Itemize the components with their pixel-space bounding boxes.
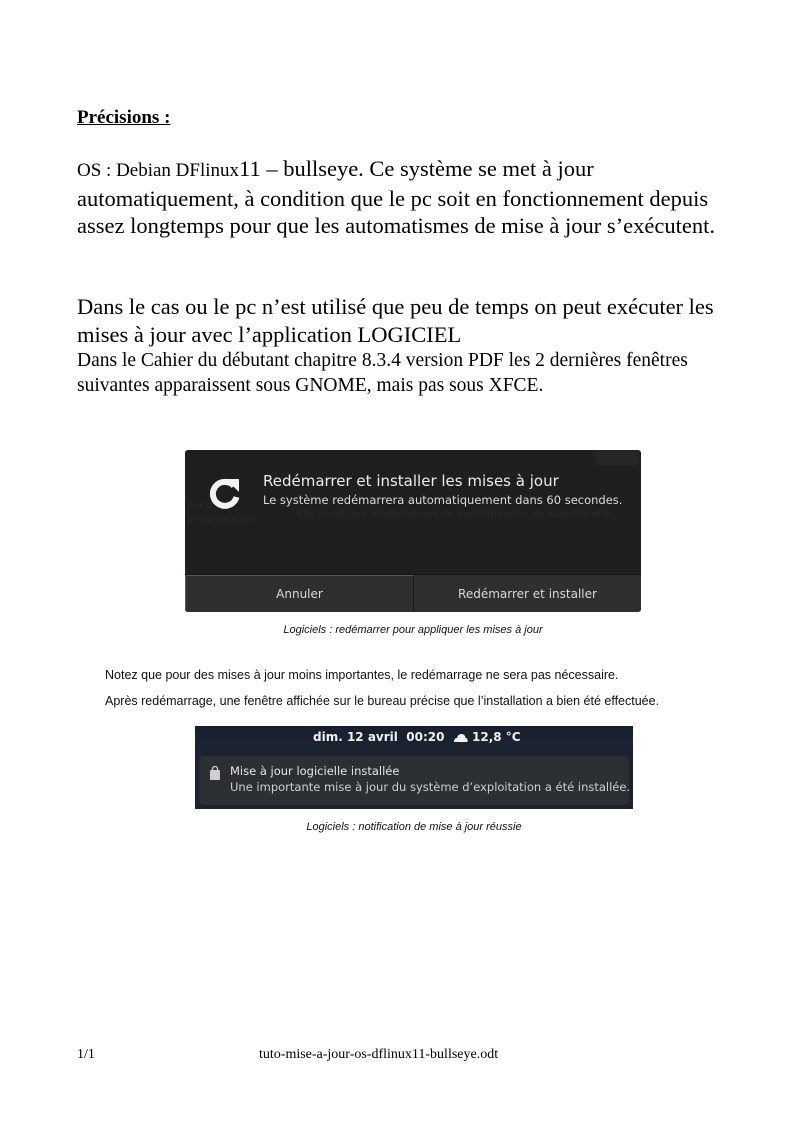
paragraph-cahier-reference: Dans le Cahier du débutant chapitre 8.3.4 version PDF les 2 dernières fenêtres suivantes apparaissent sous GNOME, mais pas sous XFCE.: [77, 350, 688, 396]
background-widget: [595, 450, 639, 465]
section-heading: Précisions :: [77, 107, 171, 128]
restart-and-install-button[interactable]: Redémarrer et installer: [414, 575, 641, 612]
paragraph-manual-update: Dans le cas ou le pc n’est utilisé que peu de temps on peut exécuter les mises à jour avec l’application LOGICIEL: [77, 294, 714, 347]
refresh-icon: [207, 476, 243, 512]
cloud-icon: [453, 733, 468, 742]
note-minor-updates: Notez que pour des mises à jour moins importantes, le redémarrage ne sera pas nécessaire.: [105, 668, 619, 682]
dialog-title: Redémarrer et installer les mises à jour: [263, 472, 559, 490]
ghost-text: d'exploitation: [187, 514, 256, 525]
footer-filename: tuto-mise-a-jour-os-dflinux11-bullseye.odt: [259, 1047, 499, 1062]
notification-body: Une importante mise à jour du système d’exploitation a été installée.: [230, 780, 631, 794]
shopping-bag-icon: [209, 766, 221, 780]
notification-title: Mise à jour logicielle installée: [230, 764, 400, 778]
notification-screenshot: [195, 726, 633, 809]
cancel-button[interactable]: Annuler: [185, 575, 414, 612]
ghost-text: Elle inclut des améliorations de performances, de stabilité et s: [297, 509, 611, 520]
temperature: 12,8 °C: [472, 730, 521, 744]
note-after-restart: Après redémarrage, une fenêtre affichée sur le bureau précise que l’installation a bien été effectuée.: [105, 694, 660, 708]
figure-caption-restart: Logiciels : redémarrer pour appliquer les mises à jour: [283, 624, 543, 636]
os-description: 11 – bullseye. Ce système se met à jour automatiquement, à condition que le pc soit en fonctionnement depuis assez longtemps pour que les automatismes de mise à jour s’exécutent.: [77, 156, 715, 238]
os-prefix: OS : Debian DFlinux: [77, 160, 240, 181]
figure-caption-notification: Logiciels : notification de mise à jour réussie: [306, 821, 522, 833]
paragraph-os-info: [77, 155, 727, 240]
dialog-button-row: [185, 574, 641, 612]
notification-card[interactable]: [199, 756, 629, 805]
restart-dialog-screenshot: [185, 450, 641, 612]
clock-date[interactable]: dim. 12 avril 00:20: [313, 730, 445, 744]
dialog-subtitle: Le système redémarrera automatiquement dans 60 secondes.: [263, 493, 623, 507]
page-number: 1/1: [77, 1047, 95, 1062]
weather-indicator[interactable]: [453, 730, 521, 744]
ghost-text: our d: [187, 500, 214, 511]
